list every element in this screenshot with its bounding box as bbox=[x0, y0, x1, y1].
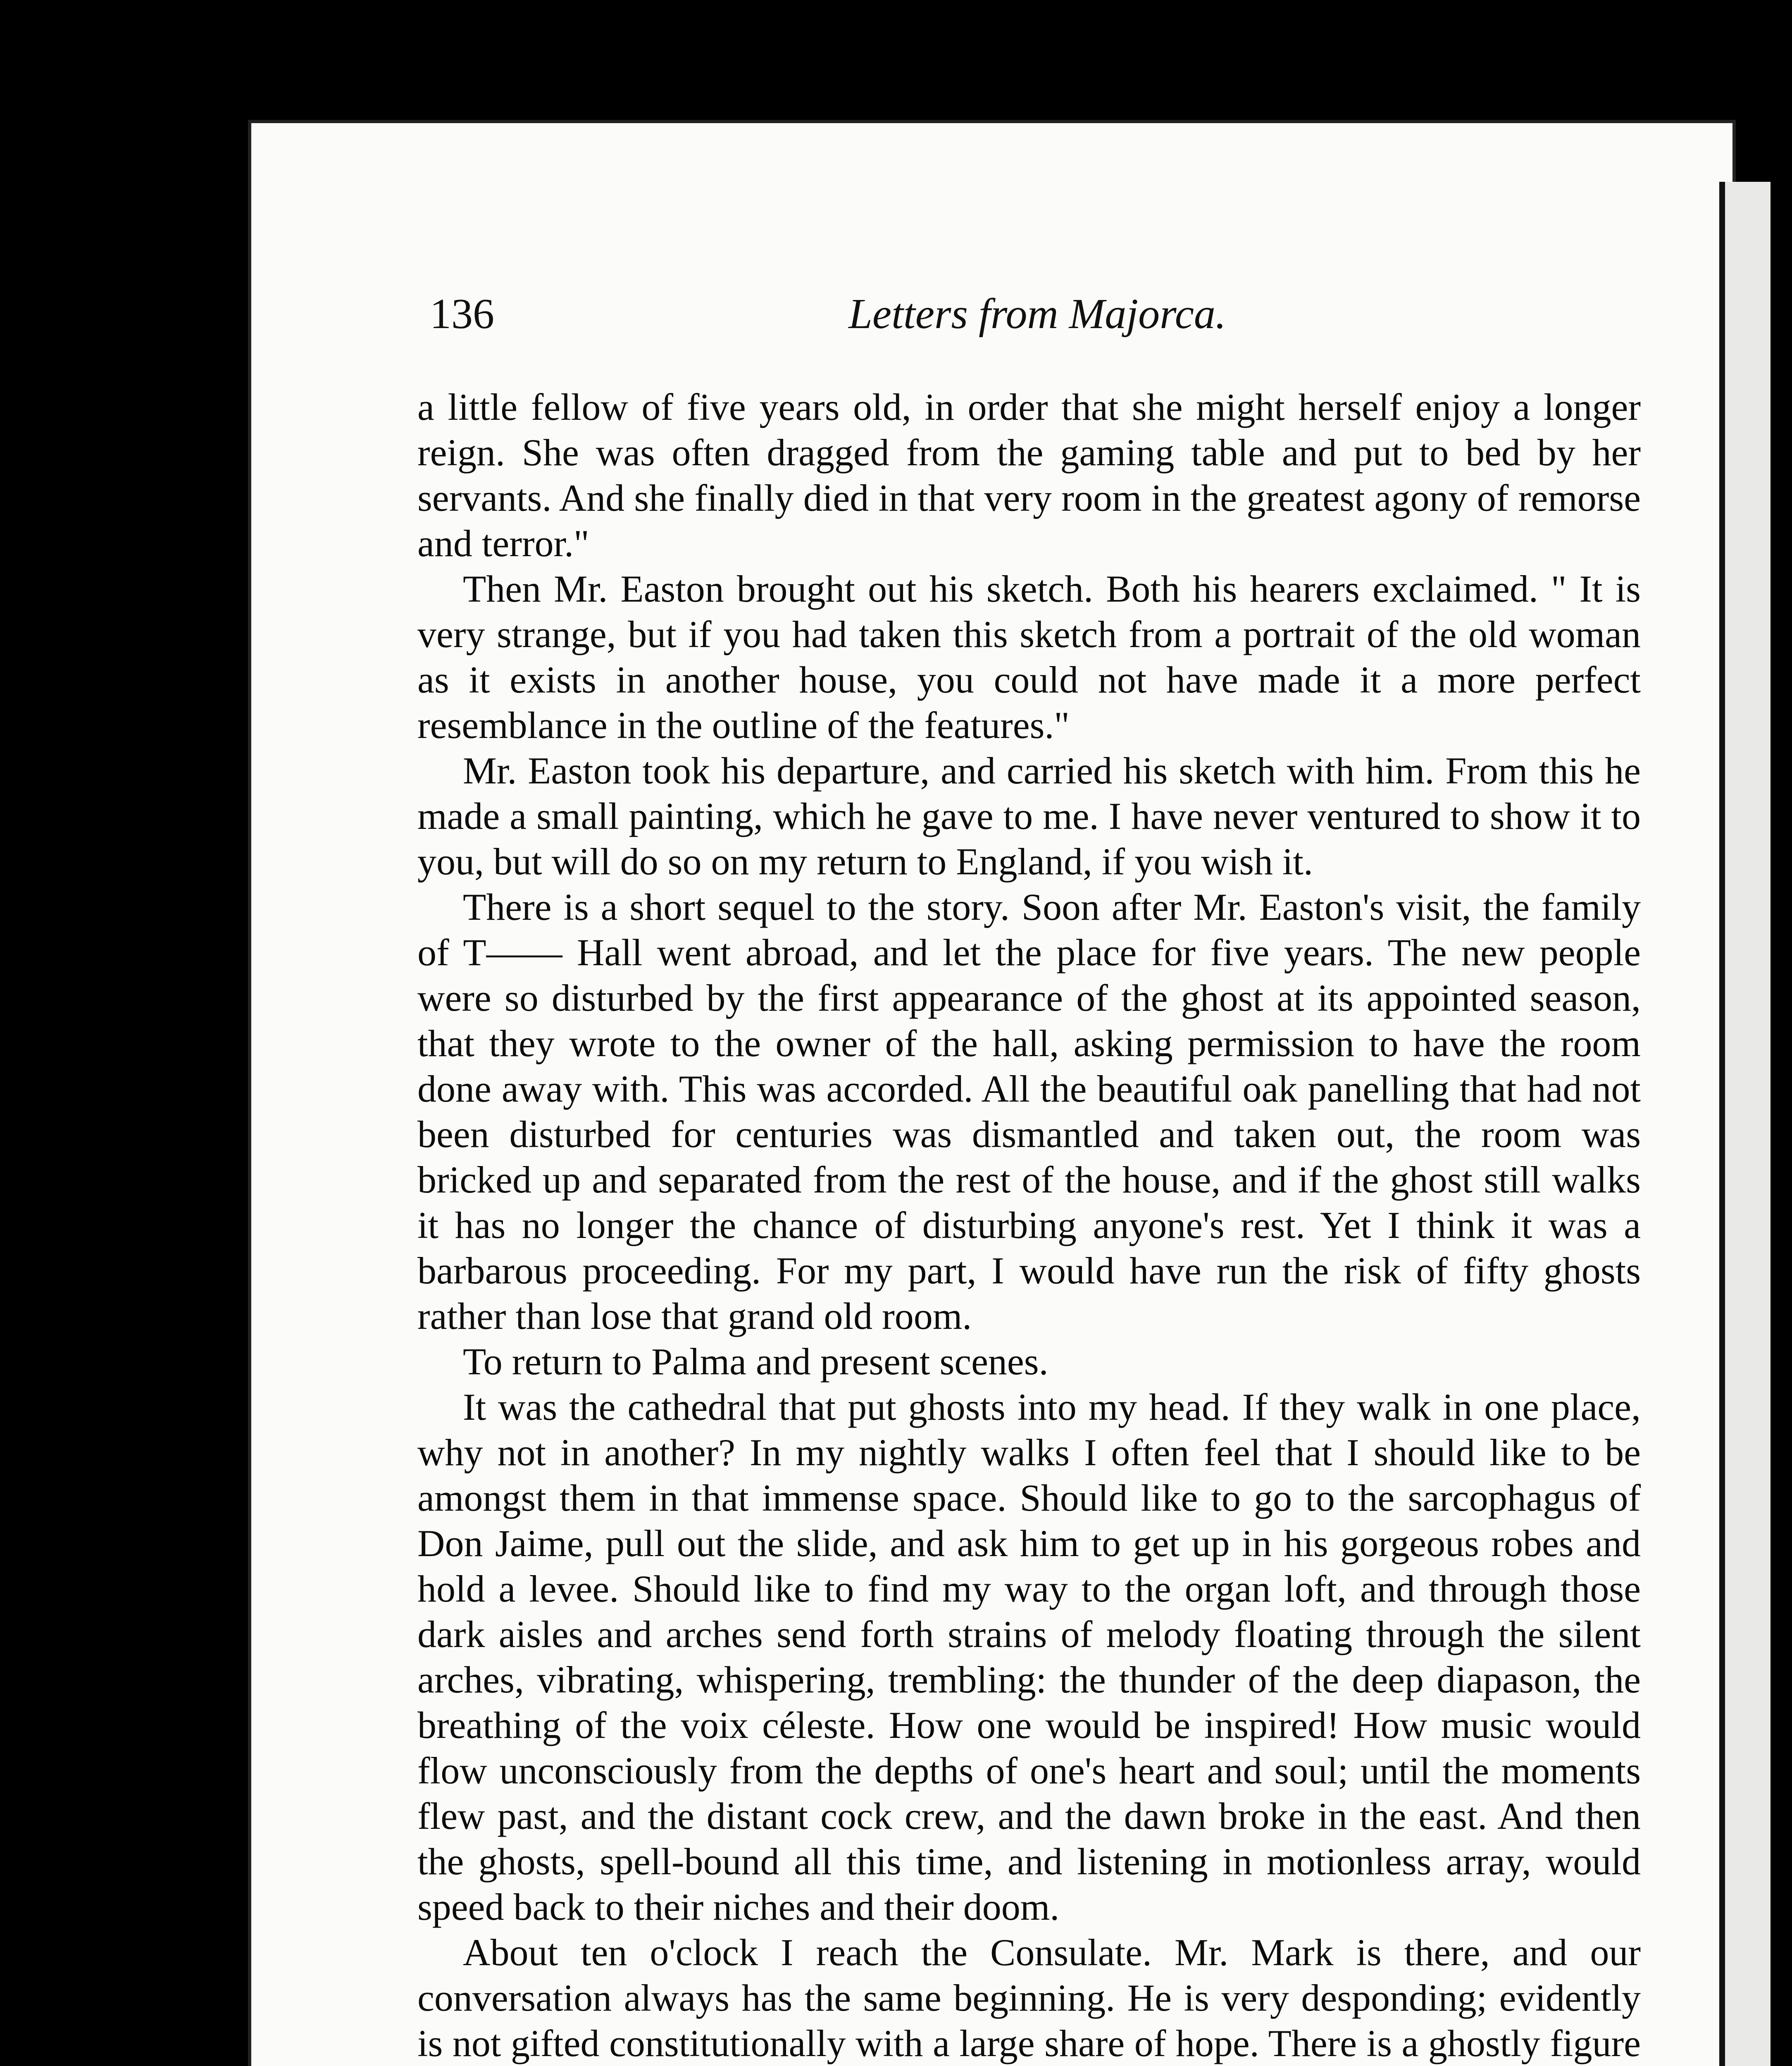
paragraph: About ten o'clock I reach the Consulate. Mr. Mark is there, and our conversation always has the same beginning. He is very desponding; evidently is not gifted constitutionally with a large share of hope. There is a ghostly figure bbox=[417, 1931, 1641, 2064]
paragraph: a little fellow of five years old, in order that she might herself enjoy a longer reign. She was often dragged from the gaming table and put to bed by her servants. And she finally died in that very room in the greatest agony of remorse and terror." bbox=[417, 386, 1641, 564]
page-edge bbox=[1719, 182, 1771, 2066]
paragraph: Then Mr. Easton brought out his sketch. Both his hearers exclaimed. " It is very strange, but if you had taken this sketch from a portrait of the old woman as it exists in another house, you could not have made it a more perfect resemblance in the outline of the features." bbox=[417, 568, 1641, 746]
body-text bbox=[417, 384, 1641, 2066]
page-number: 136 bbox=[430, 290, 494, 338]
paragraph: To return to Palma and present scenes. bbox=[463, 1340, 1049, 1383]
paragraph: It was the cathedral that put ghosts into my head. If they walk in one place, why not in another? In my nightly walks I often feel that I should like to be amongst them in that immense space. Should like to go to the sarcophagus of Don Jaime, pull out the slide, and ask him to get up in his gorgeous robes and hold a levee. Should like to find my way to the organ loft, and through those dark aisles and arches send forth strains of melody floating through the silent arches, vibrating, whispering, trembling: the thunder of the deep diapason, the breathing of the voix céleste. How one would be inspired! How music would flow unconsciously from the depths of one's heart and soul; until the moments flew past, and the distant cock crew, and the dawn broke in the east. And then the ghosts, spell-bound all this time, and listening in motionless array, would speed back to their niches and their doom. bbox=[417, 1386, 1641, 1928]
running-title: Letters from Majorca. bbox=[848, 290, 1226, 338]
paragraph: There is a short sequel to the story. Soon after Mr. Easton's visit, the family of T—— Hall went abroad, and let the place for five years. The new people were so disturbed by the first appearance of the ghost at its appointed season, that they wrote to the owner of the hall, asking permission to have the room done away with. This was accorded. All the beautiful oak panelling that had not been disturbed for centuries was dismantled and taken out, the room was bricked up and separated from the rest of the house, and if the ghost still walks it has no longer the chance of disturbing anyone's rest. Yet I think it was a barbarous proceeding. For my part, I would have run the risk of fifty ghosts rather than lose that grand old room. bbox=[417, 886, 1641, 1337]
paragraph: Mr. Easton took his departure, and carried his sketch with him. From this he made a small painting, which he gave to me. I have never ventured to show it to you, but will do so on my return to England, if you wish it. bbox=[417, 750, 1641, 883]
page-header bbox=[430, 289, 1645, 343]
